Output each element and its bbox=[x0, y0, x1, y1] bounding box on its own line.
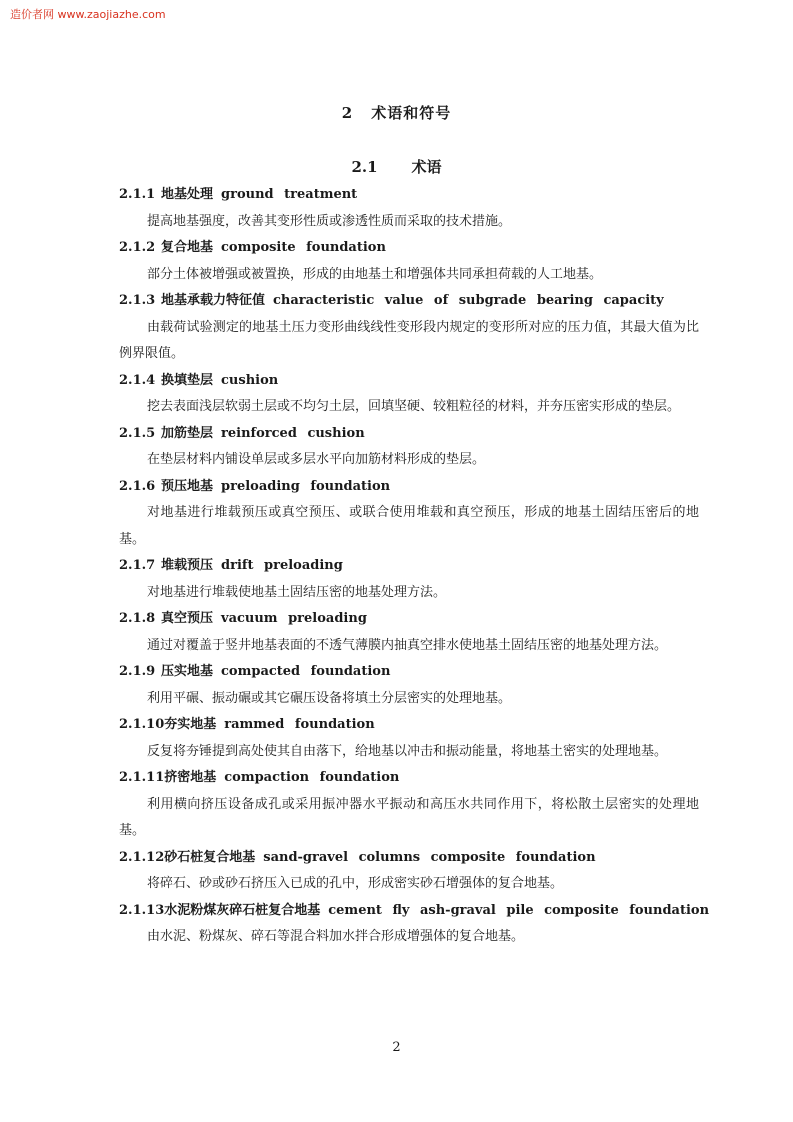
term-heading bbox=[119, 235, 699, 262]
term-heading bbox=[119, 421, 699, 448]
term-entry bbox=[119, 659, 699, 712]
term-number: 2.1.2 bbox=[119, 240, 156, 255]
term-number: 2.1.12 bbox=[119, 849, 165, 865]
term-english: compacted foundation bbox=[221, 664, 391, 679]
term-english: sand-gravel columns composite foundation bbox=[263, 849, 596, 865]
term-english: characteristic value of subgrade bearing capacity bbox=[273, 293, 664, 308]
term-definition: 由载荷试验测定的地基土压力变形曲线线性变形段内规定的变形所对应的压力值，其最大值为比例界限值。 bbox=[119, 319, 699, 361]
term-definition: 将碎石、砂或砂石挤压入已成的孔中，形成密实砂石增强体的复合地基。 bbox=[147, 876, 564, 891]
term-definition: 对地基进行堆载使地基土固结压密的地基处理方法。 bbox=[147, 584, 447, 600]
term-english: ground treatment bbox=[221, 187, 358, 202]
term-definition: 反复将夯锤提到高处使其自由落下，给地基以冲击和振动能量，将地基土密实的处理地基。 bbox=[147, 743, 668, 759]
chapter-heading bbox=[0, 102, 793, 123]
site-watermark: 造价者网 www.zaojiazhe.com bbox=[10, 8, 166, 21]
term-number: 2.1.11 bbox=[119, 770, 165, 785]
term-chinese: 地基处理 bbox=[161, 187, 214, 202]
term-number: 2.1.10 bbox=[119, 717, 165, 732]
term-entry bbox=[119, 898, 710, 951]
page-number: 2 bbox=[392, 1040, 401, 1055]
term-chinese: 夯实地基 bbox=[164, 717, 217, 732]
term-chinese: 压实地基 bbox=[161, 664, 214, 679]
term-definition: 利用平碾、振动碾或其它碾压设备将填土分层密实的处理地基。 bbox=[147, 690, 512, 706]
term-chinese: 堆载预压 bbox=[161, 558, 214, 573]
section-title: 术语 bbox=[411, 158, 442, 176]
chapter-number: 2 bbox=[341, 104, 354, 122]
term-heading bbox=[119, 606, 699, 633]
section-number: 2.1 bbox=[351, 158, 378, 176]
term-heading bbox=[119, 474, 699, 501]
term-chinese: 挤密地基 bbox=[164, 770, 217, 785]
term-english: cushion bbox=[221, 372, 279, 388]
term-number: 2.1.9 bbox=[119, 664, 156, 679]
term-number: 2.1.1 bbox=[119, 187, 156, 202]
term-chinese: 换填垫层 bbox=[161, 372, 214, 388]
term-heading bbox=[119, 288, 699, 315]
term-definition: 部分土体被增强或被置换，形成的由地基土和增强体共同承担荷载的人工地基。 bbox=[147, 266, 603, 282]
term-chinese: 真空预压 bbox=[161, 611, 214, 626]
term-entry bbox=[119, 474, 699, 554]
term-definition: 利用横向挤压设备成孔或采用振冲器水平振动和高压水共同作用下，将松散土层密实的处理地基。 bbox=[119, 796, 699, 838]
term-definition: 挖去表面浅层软弱土层或不均匀土层，回填坚硬、较粗粒径的材料，并夯压密实形成的垫层。 bbox=[147, 399, 681, 414]
term-english: preloading foundation bbox=[221, 478, 391, 494]
term-english: reinforced cushion bbox=[221, 425, 365, 441]
term-english: drift preloading bbox=[221, 558, 343, 573]
term-english: compaction foundation bbox=[224, 770, 400, 785]
term-heading bbox=[119, 765, 699, 792]
term-entry bbox=[119, 182, 699, 235]
term-chinese: 预压地基 bbox=[161, 478, 214, 494]
term-number: 2.1.8 bbox=[119, 611, 156, 626]
term-entry bbox=[119, 421, 699, 474]
term-entry bbox=[119, 288, 699, 368]
term-entry bbox=[119, 712, 699, 765]
term-heading bbox=[119, 368, 699, 395]
term-definition: 在垫层材料内铺设单层或多层水平向加筋材料形成的垫层。 bbox=[147, 452, 486, 467]
term-entry bbox=[119, 606, 699, 659]
term-entry bbox=[119, 553, 699, 606]
section-heading bbox=[0, 156, 793, 177]
term-english: cement fly ash-graval pile composite foundation bbox=[328, 902, 710, 918]
terms-list bbox=[119, 182, 710, 951]
term-number: 2.1.6 bbox=[119, 478, 156, 494]
term-chinese: 地基承载力特征值 bbox=[161, 293, 266, 308]
term-english: vacuum preloading bbox=[221, 611, 367, 626]
term-definition: 由水泥、粉煤灰、碎石等混合料加水拌合形成增强体的复合地基。 bbox=[147, 929, 525, 944]
term-entry bbox=[119, 235, 699, 288]
term-entry bbox=[119, 368, 699, 421]
term-heading bbox=[119, 553, 699, 580]
term-chinese: 复合地基 bbox=[161, 240, 214, 255]
term-number: 2.1.4 bbox=[119, 372, 156, 388]
term-entry bbox=[119, 765, 699, 845]
term-heading bbox=[119, 182, 699, 209]
term-number: 2.1.3 bbox=[119, 293, 156, 308]
term-heading bbox=[119, 712, 699, 739]
term-entry bbox=[119, 845, 699, 898]
term-english: composite foundation bbox=[221, 240, 386, 255]
term-heading bbox=[119, 845, 699, 872]
term-number: 2.1.7 bbox=[119, 558, 156, 573]
term-chinese: 砂石桩复合地基 bbox=[164, 849, 256, 865]
term-english: rammed foundation bbox=[224, 717, 375, 732]
term-definition: 通过对覆盖于竖井地基表面的不透气薄膜内抽真空排水使地基土固结压密的地基处理方法。 bbox=[147, 637, 668, 653]
term-definition: 对地基进行堆载预压或真空预压、或联合使用堆载和真空预压，形成的地基土固结压密后的地基。 bbox=[119, 505, 699, 547]
term-chinese: 水泥粉煤灰碎石桩复合地基 bbox=[164, 902, 321, 918]
term-chinese: 加筋垫层 bbox=[161, 425, 214, 441]
term-heading bbox=[119, 659, 699, 686]
chapter-title: 术语和符号 bbox=[371, 104, 452, 122]
term-number: 2.1.5 bbox=[119, 425, 156, 441]
term-definition: 提高地基强度，改善其变形性质或渗透性质而采取的技术措施。 bbox=[147, 213, 512, 229]
term-number: 2.1.13 bbox=[119, 902, 165, 918]
term-heading bbox=[119, 898, 710, 925]
